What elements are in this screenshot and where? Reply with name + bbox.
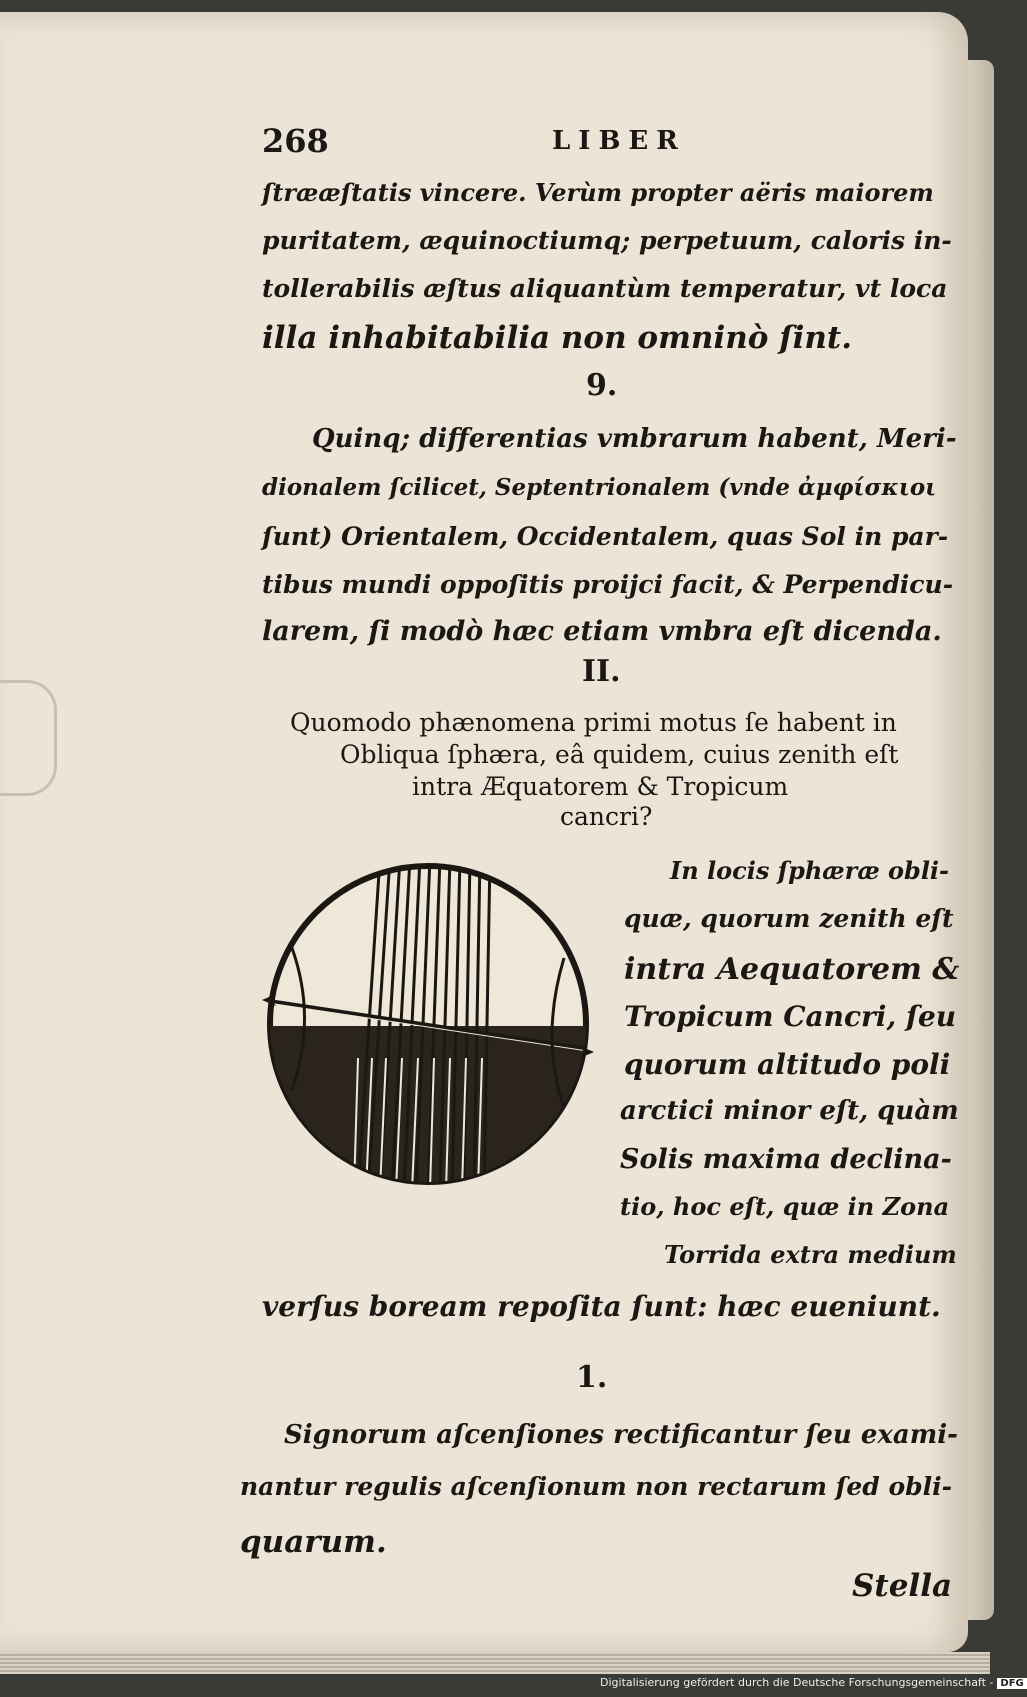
digitization-credit: [600, 1676, 1024, 1694]
text-line: Signorum aſcenſiones rectificantur ſeu exami-: [284, 1420, 958, 1450]
running-head: LIBER: [552, 126, 686, 156]
text-line: nantur regulis aſcenſionum non rectarum ſed obli-: [240, 1472, 952, 1501]
text-line: intra Aequatorem &: [624, 952, 960, 987]
question-line: intra Æquatorem & Tropicum: [412, 772, 789, 801]
text-line: Tropicum Cancri, ſeu: [624, 1000, 957, 1033]
page-header: [262, 122, 922, 162]
text-line: puritatem, æquinoctiumq; perpetuum, caloris in-: [262, 226, 952, 255]
text-line: In locis ſphæræ obli-: [670, 856, 950, 885]
question-line: Obliqua ſphæra, eâ quidem, cuius zenith eſt: [340, 740, 899, 769]
text-line: quarum.: [240, 1524, 387, 1560]
text-line: Quinq; differentias vmbrarum habent, Meri-: [312, 424, 957, 454]
text-line: dionalem ſcilicet, Septentrionalem (vnde ἀμφίσκιοι: [262, 474, 937, 501]
dfg-logo: DFG: [997, 1678, 1026, 1689]
page-clip: [0, 680, 57, 796]
page-number: 268: [262, 122, 329, 160]
credit-text: Digitalisierung gefördert durch die Deutsche Forschungsgemeinschaft -: [600, 1676, 994, 1689]
oblique-sphere-woodcut: [262, 858, 594, 1190]
question-line: Quomodo phænomena primi motus ſe habent in: [290, 708, 897, 737]
text-line: quorum altitudo poli: [624, 1048, 951, 1081]
text-line: tollerabilis æſtus aliquantùm temperatur, vt loca: [262, 274, 948, 303]
text-line: verſus boream repoſita ſunt: hæc eueniunt.: [262, 1290, 941, 1323]
text-line: ſunt) Orientalem, Occidentalem, quas Sol in par-: [262, 522, 949, 551]
text-line: tibus mundi oppoſitis proijci facit, & Perpendicu-: [262, 570, 954, 599]
section-number: 9.: [586, 368, 618, 403]
text-line: tio, hoc eſt, quæ in Zona: [620, 1192, 950, 1221]
catchword: Stella: [852, 1568, 953, 1604]
text-line: Solis maxima declina-: [620, 1144, 952, 1175]
text-line: arctici minor eſt, quàm: [620, 1096, 959, 1126]
chapter-number: II.: [582, 654, 621, 689]
question-line: cancri?: [560, 802, 653, 831]
text-line: Torrida extra medium: [664, 1240, 957, 1269]
text-line: larem, ſi modò hæc etiam vmbra eſt dicenda.: [262, 616, 942, 647]
page-edge: [968, 60, 994, 1620]
text-line: ſtrææſtatis vincere. Verùm propter aëris maiorem: [262, 178, 934, 207]
book-bottom-edge: [0, 1652, 990, 1674]
book-page: [0, 12, 968, 1652]
text-line: illa inhabitabilia non omninò ſint.: [262, 320, 852, 356]
section-number: 1.: [576, 1360, 608, 1395]
text-line: quæ, quorum zenith eſt: [624, 904, 954, 933]
